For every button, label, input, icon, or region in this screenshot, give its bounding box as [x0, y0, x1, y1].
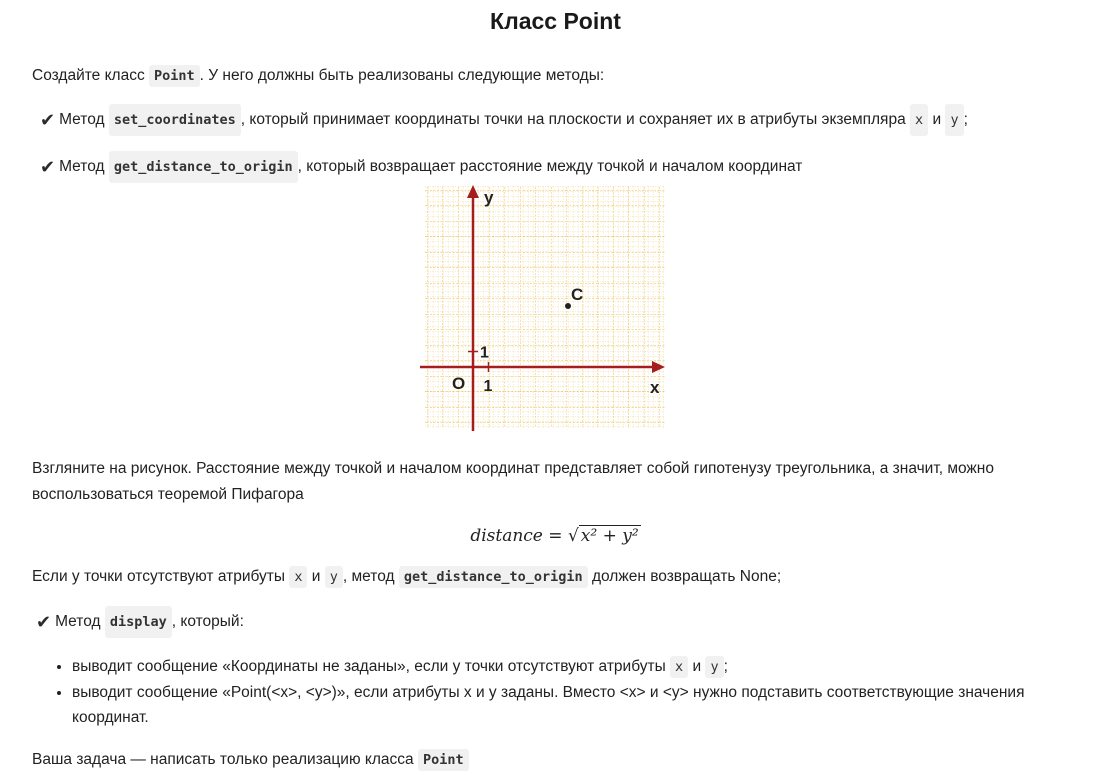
formula-equals: =: [548, 526, 563, 546]
and-word: и: [692, 658, 702, 675]
bullet-text: выводит сообщение «Координаты не заданы», если у точки отсутствуют атрибуты: [72, 658, 666, 675]
attr-y-code: y: [325, 566, 343, 588]
attr-y-code: y: [705, 656, 723, 678]
method-set-coordinates: [40, 104, 1079, 136]
method-code: get_distance_to_origin: [399, 566, 588, 588]
distance-formula: [32, 523, 1079, 549]
method-label: Метод: [59, 111, 105, 128]
semicolon: ;: [723, 658, 728, 675]
point-c-label: C: [571, 285, 584, 304]
explanation-line-1: Взгляните на рисунок. Расстояние между точкой и началом координат представляет собой гипотенузу треугольника, а значит, можно: [32, 460, 994, 477]
and-word: и: [932, 111, 942, 128]
task-text: Ваша задача — написать только реализацию класса: [32, 751, 414, 768]
method-code: display: [105, 606, 172, 638]
class-name-code: Point: [418, 749, 469, 771]
none-rule-text: Если у точки отсутствуют атрибуты: [32, 568, 286, 585]
method-label: Метод: [55, 613, 101, 630]
list-item: [72, 680, 1079, 730]
origin-label: O: [452, 374, 466, 393]
method-get-distance: [40, 151, 1079, 183]
page-title: Класс Point: [490, 8, 621, 34]
sqrt-symbol: √ x² + y²: [567, 526, 639, 546]
attr-x-code: x: [670, 656, 688, 678]
task-paragraph: [32, 747, 1079, 773]
bullet-text: выводит сообщение «Point(<x>, <y>)», если атрибуты x и y заданы. Вместо <x> и <y> нужно подставить соответствующие значения координат.: [72, 684, 1025, 726]
explanation-paragraph: [32, 456, 1079, 508]
formula-radicand: x² + y²: [580, 526, 639, 546]
x-tick-label: 1: [483, 378, 493, 395]
list-item: [72, 654, 1079, 680]
x-axis-label: x: [650, 378, 660, 397]
none-rule-after: должен возвращать None;: [591, 568, 782, 585]
method-code: get_distance_to_origin: [109, 151, 298, 183]
method-code: set_coordinates: [109, 104, 241, 136]
explanation-line-2: воспользоваться теоремой Пифагора: [32, 486, 304, 503]
and-word: и: [311, 568, 321, 585]
checkmark-icon: ✔: [40, 110, 56, 130]
coordinate-plane-figure: [420, 183, 668, 431]
method-description: , который принимает координаты точки на плоскости и сохраняет их в атрибуты экземпляра: [240, 111, 906, 128]
none-rule-paragraph: [32, 564, 1079, 590]
none-rule-mid: , метод: [342, 568, 395, 585]
attr-y-code: y: [945, 104, 963, 136]
y-tick-label: 1: [480, 344, 489, 362]
intro-text: Создайте класс: [32, 67, 145, 84]
intro-text-after: . У него должны быть реализованы следующие методы:: [199, 67, 605, 84]
checkmark-icon: ✔: [40, 157, 56, 177]
formula-lhs: distance: [470, 526, 543, 546]
method-display: [36, 606, 1079, 638]
method-description: , который возвращает расстояние между точкой и началом координат: [297, 158, 803, 175]
class-name-code: Point: [149, 65, 200, 87]
method-description: , который:: [171, 613, 244, 630]
attr-x-code: x: [289, 566, 307, 588]
checkmark-icon: ✔: [36, 612, 52, 632]
y-axis-label: y: [484, 188, 494, 207]
semicolon: ;: [963, 111, 968, 128]
display-bullets: [32, 654, 1079, 730]
attr-x-code: x: [910, 104, 928, 136]
method-label: Метод: [59, 158, 105, 175]
intro-paragraph: [32, 63, 1079, 89]
